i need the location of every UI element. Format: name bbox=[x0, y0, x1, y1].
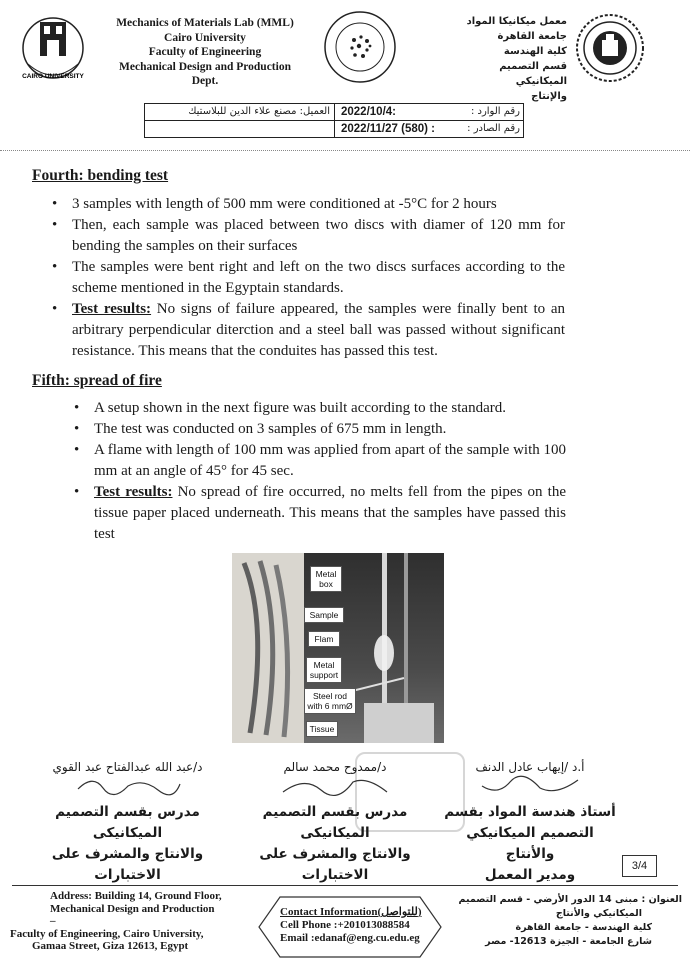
signatory-name: أ.د /إيهاب عادل الدنف bbox=[475, 760, 585, 774]
header-en-line: Cairo University bbox=[164, 31, 246, 44]
incoming-value: 2022/10/4: bbox=[341, 106, 396, 118]
list-item bbox=[50, 299, 565, 362]
footer-line: Gamaa Street, Giza 12613, Egypt bbox=[32, 940, 189, 953]
header-ar-line: والإنتاج bbox=[531, 91, 567, 102]
client-cell: العميل: مصنع علاء الدين للبلاستيك bbox=[145, 104, 335, 121]
label-steel-rod: Steel rod with 6 mmØ bbox=[304, 688, 356, 714]
fire-list bbox=[72, 398, 566, 545]
footer-contact bbox=[262, 900, 432, 956]
footer-ar-line: كلية الهندسة - جامعة القاهرة bbox=[515, 922, 652, 933]
signatory-title: والانتاج والمشرف على bbox=[51, 846, 204, 862]
footer-ar-line: العنوان : مبنى 14 الدور الأرضي - قسم التصميم bbox=[458, 894, 682, 905]
list-item: • Then, each sample was placed between two discs with diamer of 120 mm for bending the samples on their surfaces bbox=[50, 215, 565, 257]
header-ar-line: قسم التصميم الميكانيكي bbox=[499, 61, 567, 87]
section-title-bending: Fourth: bending test bbox=[32, 167, 169, 184]
header-english bbox=[100, 16, 310, 89]
signatory-title: ومدير المعمل bbox=[484, 867, 576, 883]
faculty-engineering-logo bbox=[574, 12, 646, 84]
handwritten-signature bbox=[68, 774, 188, 798]
list-item bbox=[72, 482, 566, 545]
incoming-number-cell bbox=[335, 104, 523, 121]
footer-ar-line: الميكانيكي والأنتاج bbox=[555, 908, 642, 919]
handwritten-signature bbox=[275, 774, 395, 798]
footer-address-ar bbox=[450, 893, 682, 949]
outgoing-label: رقم الصادر : bbox=[467, 123, 520, 134]
footer-divider bbox=[12, 885, 678, 886]
signatory-title: مدرس بقسم التصميم الميكانيكى bbox=[55, 804, 200, 841]
signatory-title: والانتاج والمشرف على bbox=[259, 846, 411, 862]
incoming-label: رقم الوارد : bbox=[470, 106, 520, 117]
label-metal-box: Metal box bbox=[310, 566, 342, 592]
test-results-text: No spread of fire occurred, no melts fell from the pipes on the tissue paper placed underneath. This means that the samples have passed this test bbox=[94, 484, 566, 542]
signature-block bbox=[240, 760, 430, 886]
contact-heading: Contact Information(للتواصل) bbox=[280, 906, 422, 918]
list-item: • A flame with length of 100 mm was applied from apart of the sample with 100 mm at an angle of 45° for 45 sec. bbox=[72, 440, 566, 482]
footer-line: Faculty of Engineering, Cairo University, bbox=[10, 927, 204, 940]
header-ar-line: معمل ميكانيكا المواد bbox=[466, 16, 567, 27]
list-item: • The samples were bent right and left on the two discs surfaces according to the scheme mentioned in the Egyptain standards. bbox=[50, 257, 565, 299]
signatory-title: مدرس بقسم التصميم الميكانيكى bbox=[262, 804, 408, 841]
label-metal-support: Metal support bbox=[306, 657, 342, 683]
cairo-university-logo bbox=[14, 12, 92, 84]
signatory-title: الاختبارات bbox=[301, 867, 369, 883]
section-title-fire: Fifth: spread of fire bbox=[32, 372, 162, 389]
test-results-text: No signs of failure appeared, the samples were finally bent to an arbitrary perpendicular diterction and a steel ball was passed without significant resistance. This means that the conduites has passed this test. bbox=[72, 301, 565, 359]
header-en-line: Faculty of Engineering bbox=[148, 46, 262, 58]
signatory-title: الاختبارات bbox=[94, 867, 161, 883]
footer-line: – bbox=[50, 915, 56, 928]
header-ar-line: كلية الهندسة bbox=[503, 46, 567, 57]
contact-phone: Cell Phone :+201013088584 bbox=[280, 919, 410, 931]
lab-seal bbox=[323, 10, 397, 84]
contact-email[interactable]: Email :edanaf@eng.cu.edu.eg bbox=[280, 932, 420, 944]
signatory-title: التصميم الميكانيكي والأنتاج bbox=[466, 825, 594, 862]
header-en-line: Mechanics of Materials Lab (MML) bbox=[116, 17, 294, 29]
header-en-line: Dept. bbox=[191, 75, 219, 87]
empty-cell bbox=[145, 121, 335, 138]
footer-ar-line: شارع الجامعة - الجيزة 12613- مصر bbox=[485, 936, 652, 947]
header-divider bbox=[0, 150, 690, 151]
reference-table bbox=[144, 103, 524, 138]
signatory-title: أستاذ هندسة المواد بقسم bbox=[444, 804, 616, 820]
list-item: • The test was conducted on 3 samples of 675 mm in length. bbox=[72, 419, 566, 440]
list-item: • 3 samples with length of 500 mm were conditioned at -5°C for 2 hours bbox=[50, 194, 565, 215]
header-en-line: Mechanical Design and Production bbox=[119, 60, 291, 73]
samples-photo bbox=[232, 553, 304, 743]
signature-block bbox=[440, 760, 620, 886]
signatory-name: د/عبد الله عبدالفتاح عبد القوي bbox=[52, 760, 203, 774]
header-arabic bbox=[445, 14, 567, 104]
bending-list bbox=[50, 194, 565, 362]
label-flam: Flam bbox=[308, 631, 340, 647]
footer-address-en bbox=[10, 890, 240, 953]
label-sample: Sample bbox=[304, 607, 344, 623]
list-item: • A setup shown in the next figure was built according to the standard. bbox=[72, 398, 566, 419]
label-tissue: Tissue bbox=[306, 721, 338, 737]
footer-line: Address: Building 14, Ground Floor, bbox=[50, 890, 222, 902]
test-results-label: Test results: bbox=[94, 484, 173, 500]
header-ar-line: جامعة القاهرة bbox=[497, 31, 567, 42]
signature-block bbox=[25, 760, 230, 886]
signatory-name: د/ممدوح محمد سالم bbox=[283, 760, 387, 774]
outgoing-number-cell bbox=[335, 121, 523, 138]
test-results-label: Test results: bbox=[72, 301, 152, 317]
page-number: 3/4 bbox=[622, 855, 657, 877]
outgoing-value: 2022/11/27 (580) : bbox=[341, 123, 435, 135]
handwritten-signature bbox=[470, 774, 590, 798]
cairo-logo-text: CAIRO UNIVERSITY bbox=[22, 73, 84, 80]
footer-line: Mechanical Design and Production bbox=[50, 902, 215, 915]
test-setup-figure bbox=[232, 553, 444, 743]
